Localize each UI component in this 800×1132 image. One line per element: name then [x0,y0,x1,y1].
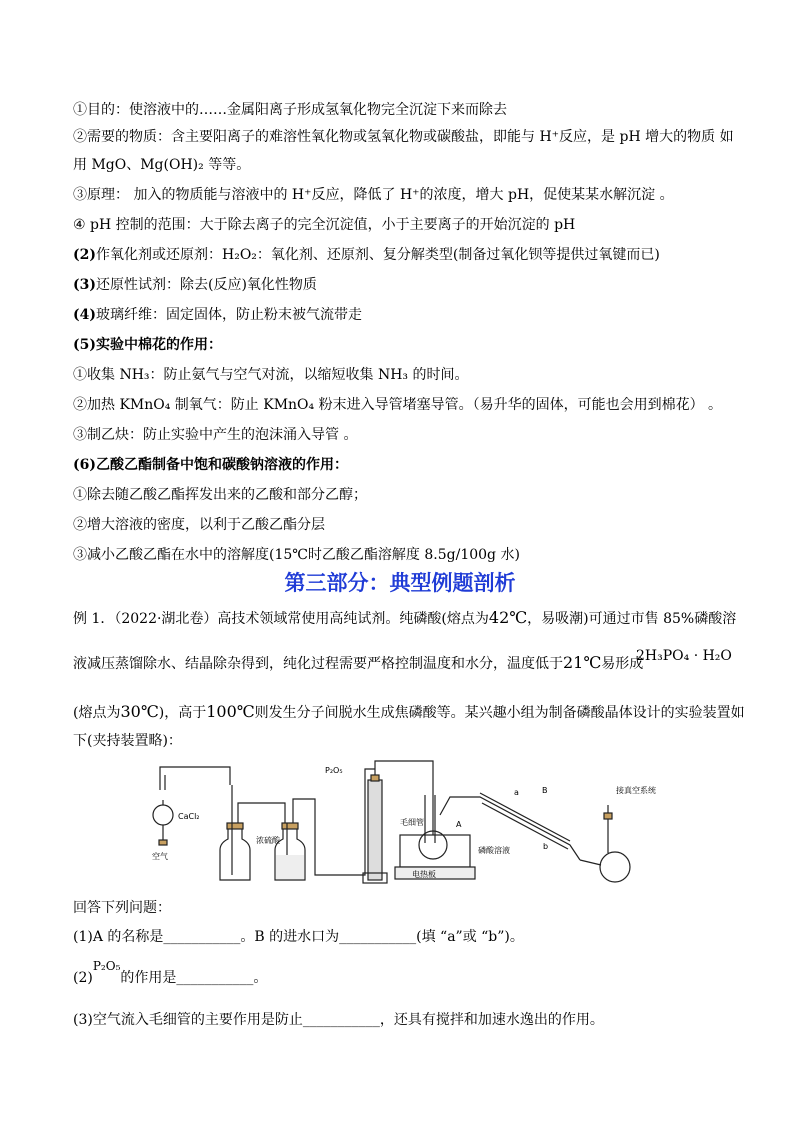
label-b-upper: B [542,786,548,795]
heater-label: 电热板 [412,870,436,879]
item-5-heading: (5)实验中棉花的作用： [73,337,222,353]
text-line: ③减小乙酸乙酯在水中的溶解度(15℃时乙酸乙酯溶解度 8.5g/100g 水) [73,547,520,563]
text-line: ①目的：使溶液中的……金属阳离子形成氢氧化物完全沉淀下来而除去 [73,102,507,118]
text-span: 液减压蒸馏除水、结晶除杂得到，纯化过程需要严格控制温度和水分，温度低于 [73,656,563,672]
question-3: (3)空气流入毛细管的主要作用是防止___________，还具有搅拌和加速水逸出的作用。 [73,1012,604,1028]
example-line [73,608,736,629]
phosphoric-solution-label: 磷酸溶液 [478,846,510,855]
conc-acid-label: 浓硫酸 [256,836,280,845]
label-a-lower: a [514,788,519,797]
formula: 2H₃PO₄ · H₂O [636,648,732,664]
question-2 [73,959,268,988]
text-line: ①收集 NH₃：防止氨气与空气对流，以缩短收集 NH₃ 的时间。 [73,367,469,383]
text-line: ③原理： 加入的物质能与溶液中的 H⁺反应，降低了 H⁺的浓度，增大 pH，促使某某水解沉淀 。 [73,187,674,203]
questions-intro: 回答下列问题： [73,900,171,916]
question-1: (1)A 的名称是___________。B 的进水口为___________(填 “a”或 “b”)。 [73,929,524,945]
item-number: (2) [73,247,96,263]
vacuum-label: 接真空系统 [616,786,656,795]
question-number: (2) [73,970,93,986]
item-number: (4) [73,307,96,323]
p2o5-label: P₂O₅ [325,766,343,775]
capillary-label: 毛细管 [400,818,424,827]
text-line: ②增大溶液的密度，以利于乙酸乙酯分层 [73,517,325,533]
label-b-lower: b [543,842,549,851]
temperature: 21℃ [563,653,602,672]
cacl2-label: CaCl₂ [178,812,200,821]
label-a-upper: A [456,820,462,829]
text-line: 用 MgO、Mg(OH)₂ 等等。 [73,157,251,173]
text-span: 例 1．（2022·湖北卷）高技术领域常使用高纯试剂。纯磷酸(熔点为 [73,611,489,627]
item-text: 玻璃纤维：固定固体，防止粉末被气流带走 [96,307,362,323]
item-3 [73,275,317,295]
section-heading: 第三部分：典型例题剖析 [284,571,516,595]
item-text: 还原性试剂：除去(反应)氧化性物质 [96,277,317,293]
item-4 [73,305,362,325]
example-line [73,653,643,674]
text-span: 则发生分子间脱水生成焦磷酸等。某兴趣小组为制备磷酸晶体设计的实验装置如 [254,705,745,721]
text-line: ②加热 KMnO₄ 制氧气：防止 KMnO₄ 粉末进入导管堵塞导管。（易升华的固体，可能也会用到棉花） 。 [73,397,723,413]
text-span: (熔点为 [73,705,121,721]
text-span: )，高于 [158,705,207,721]
temperature: 100℃ [206,702,255,721]
apparatus-diagram [150,755,656,890]
item-text: 作氧化剂或还原剂：H₂O₂：氧化剂、还原剂、复分解类型(制备过氧化钡等提供过氧键而已) [96,247,660,263]
temperature: 30℃ [120,702,159,721]
text-line: ③制乙炔：防止实验中产生的泡沫涌入导管 。 [73,427,358,443]
text-line: ④ pH 控制的范围：大于除去离子的完全沉淀值，小于主要离子的开始沉淀的 pH [73,217,576,233]
item-6-heading: (6)乙酸乙酯制备中饱和碳酸钠溶液的作用： [73,457,348,473]
example-line [73,702,745,723]
text-span: ，易吸潮)可通过市售 85%磷酸溶 [527,611,737,627]
temperature: 42℃ [488,608,528,627]
item-number: (3) [73,277,96,293]
text-span: 的作用是___________。 [120,970,268,986]
text-line: ②需要的物质：含主要阳离子的难溶性氧化物或氢氧化物或碳酸盐，即能与 H⁺反应，是 pH 增大的物质 如 [73,129,734,145]
item-2 [73,245,660,265]
formula: P₂O₅ [92,959,121,973]
air-label: 空气 [152,852,168,861]
text-span: 易形成 [601,656,644,672]
example-line: 下(夹持装置略)： [73,733,182,749]
text-line: ①除去随乙酸乙酯挥发出来的乙酸和部分乙醇； [73,487,367,503]
